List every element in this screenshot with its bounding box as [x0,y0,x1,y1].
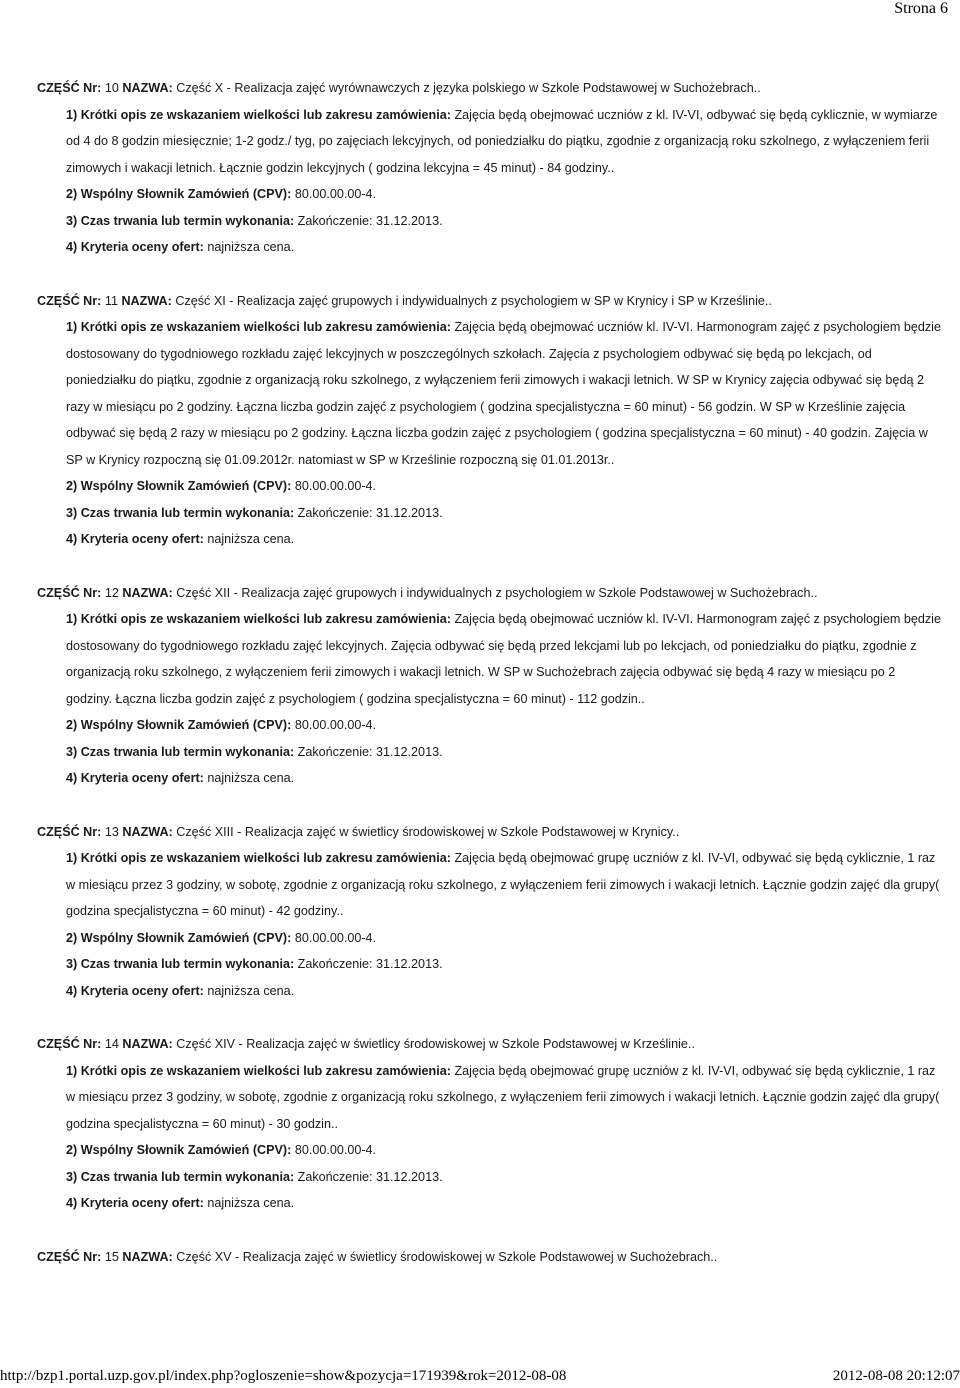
criteria-value: najniższa cena. [207,240,295,254]
criteria-value: najniższa cena. [207,1196,295,1210]
part-name: Część X - Realizacja zajęć wyrównawczych z języka polskiego w Szkole Podstawowej w Suchożebrach.. [176,81,761,95]
cpv-code: 80.00.00.00-4. [294,930,377,945]
criteria-line [66,526,942,553]
criteria-line [66,978,942,1005]
part-details [37,1058,942,1217]
part-name-label: NAZWA: [122,1037,173,1051]
description-label: 1) Krótki opis ze wskazaniem wielkości lub zakresu zamówienia: [66,320,451,334]
part-heading [37,819,942,846]
part-name-label: NAZWA: [122,1249,173,1264]
cpv-code: 80.00.00.00-4. [294,1143,377,1157]
term-line [66,1164,942,1191]
term-line [66,208,942,235]
part-section [37,1031,942,1217]
description-label: 1) Krótki opis ze wskazaniem wielkości lub zakresu zamówienia: [66,612,451,626]
description-label: 1) Krótki opis ze wskazaniem wielkości lub zakresu zamówienia: [66,107,451,122]
part-number-label: CZĘŚĆ Nr: [37,81,102,95]
part-section [37,1244,942,1271]
description-paragraph [66,845,942,925]
term-label: 3) Czas trwania lub termin wykonania: [66,1169,295,1184]
criteria-label: 4) Kryteria oceny ofert: [66,240,204,254]
part-number: 13 [104,824,119,839]
cpv-label: 2) Wspólny Słownik Zamówień (CPV): [66,187,292,201]
description-label: 1) Krótki opis ze wskazaniem wielkości lub zakresu zamówienia: [66,851,451,865]
cpv-label: 2) Wspólny Słownik Zamówień (CPV): [66,1143,292,1157]
term-value: Zakończenie: 31.12.2013. [297,744,443,759]
part-name-label: NAZWA: [121,293,172,308]
criteria-label: 4) Kryteria oceny ofert: [66,771,204,785]
description-text: Zajęcia będą obejmować grupę uczniów z kl. IV-VI, odbywać się będą cyklicznie, 1 raz w miesiącu przez 3 godziny, w sobotę, zgodnie z organizacją roku szkolnego, z wyłączeniem ferii zimowych i wakacji letnich. Łącznie godzin zajęć dla grupy( godzina specjalistyczna = 60 minut) - 42 godziny.. [66,851,940,918]
cpv-label: 2) Wspólny Słownik Zamówień (CPV): [66,479,292,493]
part-name-label: NAZWA: [122,81,173,95]
description-paragraph [66,102,942,182]
part-name-label: NAZWA: [122,824,173,839]
term-label: 3) Czas trwania lub termin wykonania: [66,744,295,759]
cpv-code: 80.00.00.00-4. [294,479,377,493]
part-section [37,819,942,1005]
description-text: Zajęcia będą obejmować uczniów z kl. IV-VI, odbywać się będą cyklicznie, w wymiarze od 4 do 8 godzin miesięcznie; 1-2 godz./ tyg, po zajęciach lekcyjnych, od poniedziałku do piątku, zgodnie z organizacją roku szkolnego, z wyłączeniem ferii zimowych i wakacji letnich. Łącznie godzin lekcyjnych ( godzina lekcyjna = 45 minut) - 84 godziny.. [66,107,938,175]
description-text: Zajęcia będą obejmować grupę uczniów z kl. IV-VI, odbywać się będą cyklicznie, 1 raz w miesiącu przez 3 godziny, w sobotę, zgodnie z organizacją roku szkolnego, z wyłączeniem ferii zimowych i wakacji letnich. Łącznie godzin zajęć dla grupy( godzina specjalistyczna = 60 minut) - 30 godzin.. [66,1063,940,1131]
criteria-label: 4) Kryteria oceny ofert: [66,983,204,998]
part-details [37,845,942,1004]
part-name: Część XII - Realizacja zajęć grupowych i indywidualnych z psychologiem w Szkole Podstawowej w Suchożebrach.. [176,585,818,600]
part-name-label: NAZWA: [122,585,173,600]
part-number: 10 [104,81,119,95]
part-section [37,288,942,553]
cpv-line [66,1137,942,1164]
part-name: Część XIV - Realizacja zajęć w świetlicy środowiskowej w Szkole Podstawowej w Krześlinie.. [176,1037,695,1051]
part-heading [37,288,942,315]
part-section [37,580,942,792]
criteria-value: najniższa cena. [207,771,295,785]
document-content [37,75,942,1270]
term-value: Zakończenie: 31.12.2013. [297,213,443,228]
cpv-label: 2) Wspólny Słownik Zamówień (CPV): [66,718,292,732]
term-value: Zakończenie: 31.12.2013. [297,505,443,520]
description-paragraph [66,314,942,473]
part-number-label: CZĘŚĆ Nr: [37,1249,102,1264]
term-line [66,951,942,978]
part-number: 11 [104,293,118,308]
description-text: Zajęcia będą obejmować uczniów kl. IV-VI. Harmonogram zajęć z psychologiem będzie dostosowany do tygodniowego rozkładu zajęć lekcyjnych w poszczególnych szkołach. Zajęcia z psychologiem odbywać się będą po lekcjach, od poniedziałku do piątku, zgodnie z organizacją roku szkolnego, z wyłączeniem ferii zimowych i wakacji letnich. W SP w Krynicy zajęcia odbywać się będą 2 razy w miesiącu po 2 godziny. Łączna liczba godzin zajęć z psychologiem ( godzina specjalistyczna = 60 minut) - 56 godzin. W SP w Krześlinie zajęcia odbywać się będą 2 razy w miesiącu po 2 godziny. Łączna liczba godzin zajęć z psychologiem ( godzina specjalistyczna = 60 minut) - 40 godzin. Zajęcia w SP w Krynicy rozpoczną się 01.09.2012r. natomiast w SP w Krześlinie rozpoczną się 01.01.2013r.. [66,320,941,467]
part-heading [37,75,942,102]
criteria-label: 4) Kryteria oceny ofert: [66,1196,204,1210]
criteria-value: najniższa cena. [207,532,295,546]
part-heading [37,580,942,607]
part-heading [37,1244,942,1271]
term-value: Zakończenie: 31.12.2013. [297,1169,443,1184]
criteria-label: 4) Kryteria oceny ofert: [66,532,204,546]
part-name: Część XV - Realizacja zajęć w świetlicy środowiskowej w Szkole Podstawowej w Suchożebrach.. [176,1249,718,1264]
part-details [37,102,942,261]
part-number: 15 [104,1249,119,1264]
part-name: Część XIII - Realizacja zajęć w świetlicy środowiskowej w Szkole Podstawowej w Krynicy.. [176,824,680,839]
description-paragraph [66,606,942,712]
cpv-code: 80.00.00.00-4. [294,718,377,732]
cpv-line [66,473,942,500]
description-label: 1) Krótki opis ze wskazaniem wielkości lub zakresu zamówienia: [66,1063,451,1078]
part-heading [37,1031,942,1058]
part-number-label: CZĘŚĆ Nr: [37,293,102,308]
criteria-line [66,765,942,792]
part-number: 12 [104,585,119,600]
part-number-label: CZĘŚĆ Nr: [37,585,102,600]
term-label: 3) Czas trwania lub termin wykonania: [66,213,295,228]
criteria-line [66,234,942,261]
description-paragraph [66,1058,942,1138]
footer-datetime: 2012-08-08 20:12:07 [832,1368,960,1384]
term-label: 3) Czas trwania lub termin wykonania: [66,957,295,971]
cpv-label: 2) Wspólny Słownik Zamówień (CPV): [66,930,292,945]
description-text: Zajęcia będą obejmować uczniów kl. IV-VI. Harmonogram zajęć z psychologiem będzie dostosowany do tygodniowego rozkładu zajęć lekcyjnych. Zajęcia odbywać się będą przed lekcjami lub po lekcjach, od poniedziałku do piątku, zgodnie z organizacją roku szkolnego, z wyłączeniem ferii zimowych i wakacji letnich. W SP w Suchożebrach zajęcia odbywać się będą 4 razy w miesiącu po 2 godziny. Łączna liczba godzin zajęć z psychologiem ( godzina specjalistyczna = 60 minut) - 112 godzin.. [66,612,941,706]
part-details [37,314,942,553]
criteria-value: najniższa cena. [207,983,295,998]
part-name: Część XI - Realizacja zajęć grupowych i indywidualnych z psychologiem w SP w Krynicy i SP w Krześlinie.. [175,293,772,308]
part-number-label: CZĘŚĆ Nr: [37,824,102,839]
cpv-line [66,181,942,208]
footer-url: http://bzp1.portal.uzp.gov.pl/index.php?ogloszenie=show&pozycja=171939&rok=2012-08-08 [0,1368,567,1384]
term-label: 3) Czas trwania lub termin wykonania: [66,505,295,520]
term-value: Zakończenie: 31.12.2013. [297,957,443,971]
cpv-line [66,712,942,739]
term-line [66,500,942,527]
part-number-label: CZĘŚĆ Nr: [37,1037,102,1051]
part-details [37,606,942,792]
criteria-line [66,1190,942,1217]
cpv-code: 80.00.00.00-4. [294,187,377,201]
part-section [37,75,942,261]
cpv-line [66,925,942,952]
page-number: Strona 6 [894,0,948,17]
part-number: 14 [104,1037,119,1051]
page-footer [0,1366,960,1386]
term-line [66,739,942,766]
